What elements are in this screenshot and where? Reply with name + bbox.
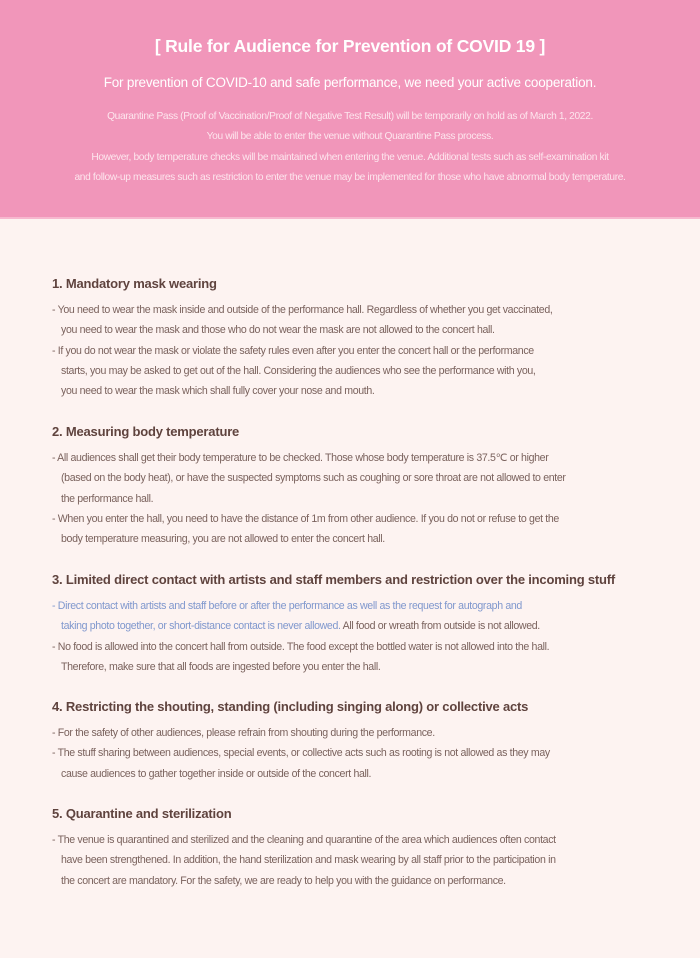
page-title: [ Rule for Audience for Prevention of COVID 19 ] — [154, 36, 546, 56]
notice-line: However, body temperature checks will be maintained when entering the venue. Additional tests such as self-examination kit — [91, 151, 609, 163]
notice-line: You will be able to enter the venue without Quarantine Pass process. — [206, 131, 494, 143]
section-heading: 3. Limited direct contact with artists and staff members and restriction over the incoming stuff — [52, 572, 616, 587]
page-subtitle: For prevention of COVID-10 and safe performance, we need your active cooperation. — [103, 75, 597, 90]
section-bullets — [52, 448, 566, 549]
bullet-line: cause audiences to gather together inside or outside of the concert hall. — [61, 767, 372, 780]
bullet-line: - All audiences shall get their body temperature to be checked. Those whose body temperature is 37.5℃ or higher — [52, 452, 549, 464]
bullet-line: - If you do not wear the mask or violate the safety rules even after you enter the concert hall or the performance — [52, 344, 534, 357]
bullet-line: (based on the body heat), or have the suspected symptoms such as coughing or sore throat are not allowed to enter — [61, 472, 566, 485]
section-heading: 2. Measuring body temperature — [52, 424, 240, 439]
highlighted-bullet-line: - Direct contact with artists and staff before or after the performance as well as the request for autograph and — [52, 600, 522, 612]
bullet-line: - You need to wear the mask inside and outside of the performance hall. Regardless of whether you get vaccinated, — [52, 304, 553, 316]
section-bullets — [52, 830, 556, 891]
bullet-line: body temperature measuring, you are not allowed to enter the concert hall. — [61, 533, 385, 546]
notice-banner — [0, 0, 700, 219]
bullet-line: - The stuff sharing between audiences, special events, or collective acts such as rooting is not allowed as they may — [52, 747, 550, 760]
bullet-line: have been strengthened. In addition, the hand sterilization and mask wearing by all staff prior to the participation in — [61, 854, 556, 867]
bullet-line-mixed — [52, 616, 615, 636]
quarantine-pass-notice — [0, 107, 700, 188]
notice-line: and follow-up measures such as restriction to enter the venue may be implemented for those who have abnormal body temperature. — [74, 171, 626, 183]
section-mask-wearing — [52, 275, 552, 401]
bullet-line: you need to wear the mask which shall fully cover your nose and mouth. — [61, 385, 375, 398]
plain-text: All food or wreath from outside is not allowed. — [340, 620, 540, 633]
bullet-line: you need to wear the mask and those who do not wear the mask are not allowed to the concert hall. — [61, 324, 495, 337]
section-bullets — [52, 596, 615, 677]
bullet-line: the concert are mandatory. For the safety, we are ready to help you with the guidance on performance. — [61, 874, 506, 887]
bullet-line: the performance hall. — [61, 492, 154, 505]
section-heading: 1. Mandatory mask wearing — [52, 276, 217, 291]
highlighted-text: taking photo together, or short-distance contact is never allowed. — [61, 620, 341, 633]
bullet-line: - The venue is quarantined and sterilized and the cleaning and quarantine of the area which audiences often contact — [52, 834, 556, 846]
section-heading: 5. Quarantine and sterilization — [52, 806, 232, 821]
bullet-line: - When you enter the hall, you need to have the distance of 1m from other audience. If you do not or refuse to get the — [52, 512, 559, 525]
bullet-line: - No food is allowed into the concert hall from outside. The food except the bottled water is not allowed into the hall. — [52, 640, 550, 653]
section-bullets — [52, 300, 552, 401]
bullet-line: Therefore, make sure that all foods are ingested before you enter the hall. — [61, 660, 381, 673]
section-body-temperature — [52, 423, 566, 549]
section-heading: 4. Restricting the shouting, standing (including singing along) or collective acts — [52, 699, 529, 714]
bullet-line: starts, you may be asked to get out of the hall. Considering the audiences who see the performance with you, — [61, 364, 536, 377]
section-quarantine-sterilization — [52, 805, 556, 891]
section-bullets — [52, 723, 550, 784]
notice-line: Quarantine Pass (Proof of Vaccination/Proof of Negative Test Result) will be temporarily on hold as of March 1, 2022. — [107, 111, 593, 122]
section-limited-contact — [52, 571, 615, 677]
bullet-line: - For the safety of other audiences, please refrain from shouting during the performance. — [52, 727, 435, 739]
section-restricting-shouting — [52, 698, 550, 784]
